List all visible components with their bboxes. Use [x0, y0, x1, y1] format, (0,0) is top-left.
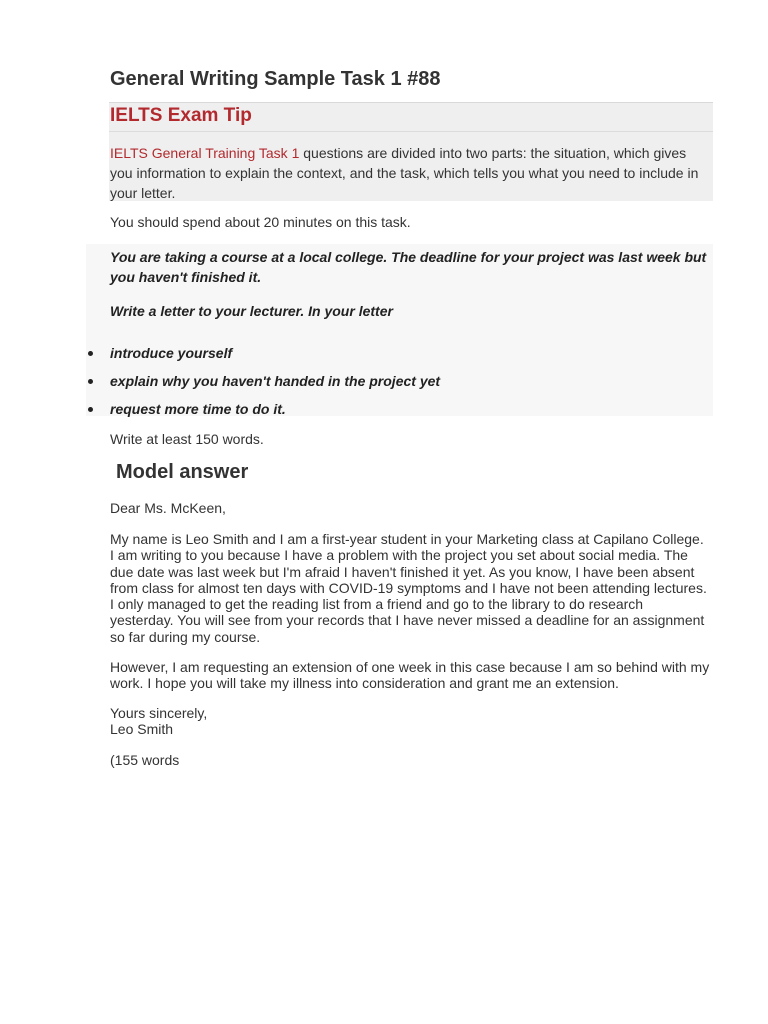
exam-tip-body: questions are divided into two parts: the situation, which gives you information to explain the context, and the task, which tells you what you need to include in your letter.: [110, 145, 699, 201]
exam-tip-heading: IELTS Exam Tip: [110, 105, 252, 126]
task-instruction: Write a letter to your lecturer. In your letter: [110, 303, 393, 319]
bullet-icon: [88, 379, 93, 384]
task-bullet-item: request more time to do it.: [110, 401, 286, 417]
model-answer-heading: Model answer: [116, 461, 249, 483]
letter-paragraph-2: However, I am requesting an extension of one week in this case because I am so behind with my work. I hope you will take my illness into consideration and grant me an extension.: [110, 659, 710, 692]
page-title: General Writing Sample Task 1 #88: [110, 68, 441, 90]
time-note: You should spend about 20 minutes on this task.: [110, 214, 411, 230]
word-requirement: Write at least 150 words.: [110, 431, 264, 447]
word-count: (155 words: [110, 752, 180, 768]
exam-tip-divider: [109, 131, 713, 132]
exam-tip-text: [110, 143, 712, 203]
letter-signature: Leo Smith: [110, 721, 174, 737]
letter-greeting: Dear Ms. McKeen,: [110, 500, 226, 516]
bullet-icon: [88, 351, 93, 356]
letter-closing: Yours sincerely,: [110, 705, 208, 721]
task-bullet-item: introduce yourself: [110, 345, 233, 361]
letter-paragraph-1: My name is Leo Smith and I am a first-year student in your Marketing class at Capilano College. I am writing to you because I have a problem with the project you set about social media. The due date was last week but I'm afraid I haven't finished it yet. As you know, I have been absent from class for almost ten days with COVID-19 symptoms and I have not been attending lectures. I only managed to get the reading list from a friend and go to the library to do research yesterday. You will see from your records that I have never missed a deadline for an assignment so far during my course.: [110, 531, 707, 645]
bullet-icon: [88, 407, 93, 412]
task-situation: You are taking a course at a local college. The deadline for your project was last week but you haven't finished it.: [110, 249, 707, 285]
task-bullet-item: explain why you haven't handed in the project yet: [110, 373, 441, 389]
general-training-task-link[interactable]: IELTS General Training Task 1: [110, 145, 300, 161]
